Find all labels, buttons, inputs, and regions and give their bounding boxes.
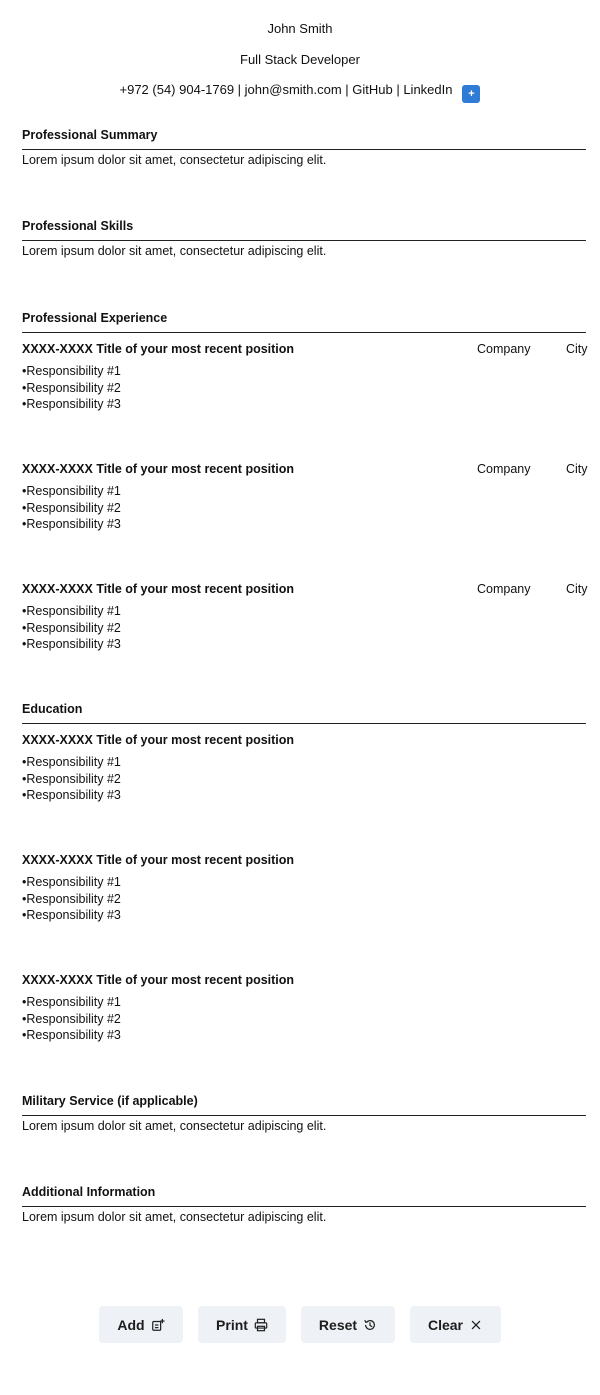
entry-city: City [566, 462, 588, 476]
section-experience [22, 311, 586, 333]
contact-line [0, 82, 600, 103]
section-heading: Additional Information [22, 1185, 586, 1207]
add-button[interactable] [99, 1306, 183, 1343]
print-button-label: Print [216, 1316, 248, 1333]
list-item: • Responsibility #3 [22, 636, 586, 653]
entry-title: XXXX-XXXX Title of your most recent position [22, 853, 295, 867]
clear-button-label: Clear [427, 1316, 464, 1333]
experience-entry [22, 582, 586, 653]
entry-city: City [566, 342, 588, 356]
section-heading: Professional Experience [22, 311, 586, 333]
add-contact-button[interactable]: + [462, 85, 480, 103]
section-text: Lorem ipsum dolor sit amet, consectetur adipiscing elit. [22, 153, 327, 167]
list-item: • Responsibility #2 [22, 771, 586, 788]
education-entry [22, 733, 586, 804]
entry-company: Company [477, 582, 531, 596]
list-item: • Responsibility #2 [22, 620, 586, 637]
section-additional [22, 1185, 586, 1224]
history-icon [363, 1318, 377, 1332]
entry-company: Company [477, 342, 531, 356]
list-item: • Responsibility #3 [22, 787, 586, 804]
entry-title: XXXX-XXXX Title of your most recent position [22, 342, 295, 356]
entry-title: XXXX-XXXX Title of your most recent position [22, 582, 295, 596]
section-heading: Professional Skills [22, 219, 586, 241]
add-button-label: Add [117, 1316, 145, 1333]
list-item: • Responsibility #1 [22, 483, 586, 500]
section-heading: Military Service (if applicable) [22, 1094, 586, 1116]
experience-entry [22, 342, 586, 413]
list-item: • Responsibility #3 [22, 396, 586, 413]
section-education [22, 702, 586, 724]
list-item: • Responsibility #3 [22, 516, 586, 533]
entry-company: Company [477, 462, 531, 476]
list-item: • Responsibility #1 [22, 363, 586, 380]
close-icon [469, 1318, 483, 1332]
list-item: • Responsibility #1 [22, 874, 586, 891]
list-item: • Responsibility #3 [22, 907, 586, 924]
section-heading: Education [22, 702, 586, 724]
experience-entry [22, 462, 586, 533]
entry-title: XXXX-XXXX Title of your most recent position [22, 733, 295, 747]
resume-name: John Smith [267, 21, 333, 36]
list-item: • Responsibility #1 [22, 754, 586, 771]
reset-button[interactable] [301, 1306, 395, 1343]
clear-button[interactable] [410, 1306, 501, 1343]
entry-title: XXXX-XXXX Title of your most recent position [22, 462, 295, 476]
list-item: • Responsibility #2 [22, 1011, 586, 1028]
printer-icon [254, 1318, 268, 1332]
reset-button-label: Reset [318, 1316, 358, 1333]
section-text: Lorem ipsum dolor sit amet, consectetur adipiscing elit. [22, 1210, 327, 1224]
print-button[interactable] [198, 1306, 286, 1343]
list-item: • Responsibility #1 [22, 603, 586, 620]
section-heading: Professional Summary [22, 128, 586, 150]
section-text: Lorem ipsum dolor sit amet, consectetur adipiscing elit. [22, 244, 327, 258]
section-skills [22, 219, 586, 258]
action-toolbar [0, 1306, 600, 1343]
resume-job-title: Full Stack Developer [240, 52, 360, 67]
entry-title: XXXX-XXXX Title of your most recent position [22, 973, 295, 987]
education-entry [22, 853, 586, 924]
list-item: • Responsibility #2 [22, 380, 586, 397]
entry-city: City [566, 582, 588, 596]
education-entry [22, 973, 586, 1044]
list-item: • Responsibility #2 [22, 891, 586, 908]
contact-text: +972 (54) 904-1769 | john@smith.com | GitHub | LinkedIn [119, 82, 453, 97]
list-item: • Responsibility #3 [22, 1027, 586, 1044]
list-item: • Responsibility #2 [22, 500, 586, 517]
section-military [22, 1094, 586, 1133]
edit-add-icon [151, 1318, 165, 1332]
section-summary [22, 128, 586, 167]
section-text: Lorem ipsum dolor sit amet, consectetur adipiscing elit. [22, 1119, 327, 1133]
list-item: • Responsibility #1 [22, 994, 586, 1011]
